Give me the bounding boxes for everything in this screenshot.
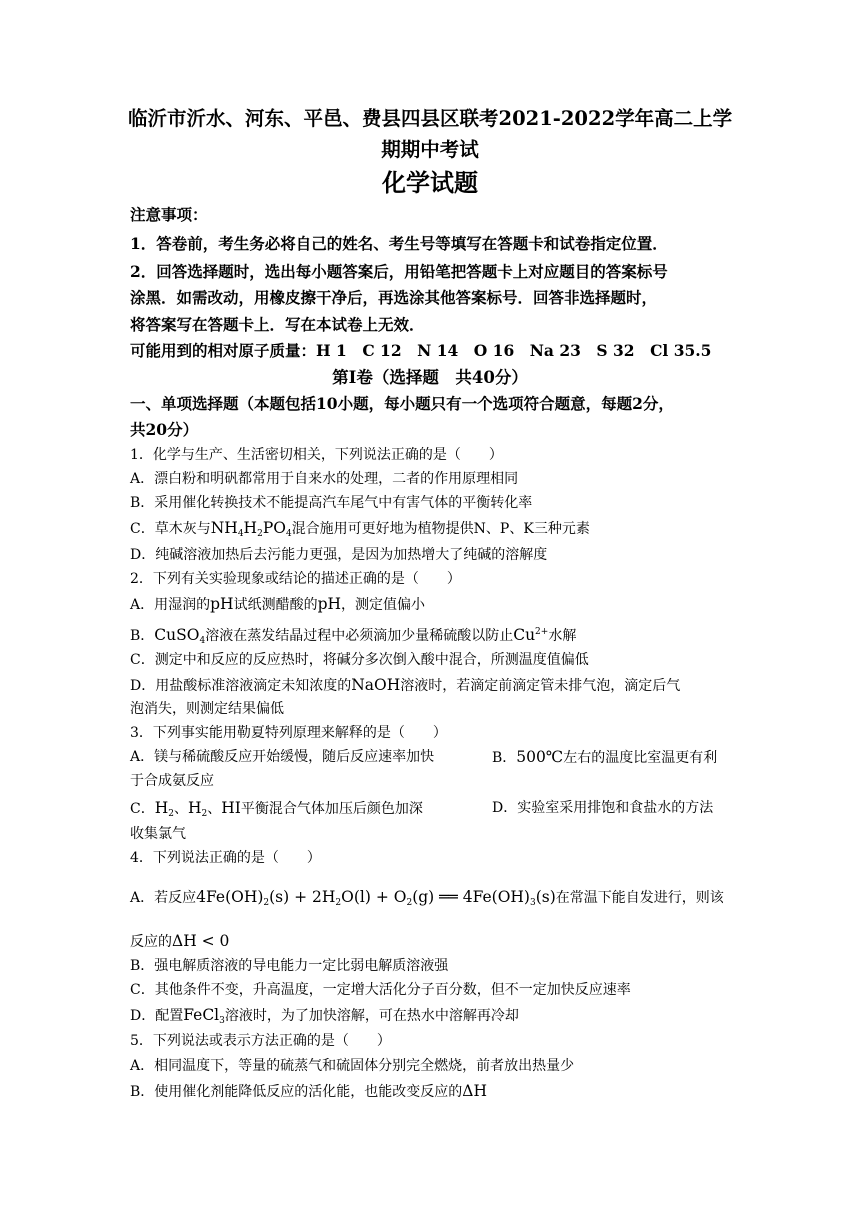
note-item-2-line3: 将答案写在答题卡上．写在本试卷上无效． — [130, 315, 425, 334]
note-item-1: 1．答卷前，考生务必将自己的姓名、考生号等填写在答题卡和试卷指定位置． — [130, 234, 668, 253]
q4-stem: 4．下列说法正确的是（ ） — [130, 850, 321, 866]
q3-option-d: D．实验室采用排饱和食盐水的方法 — [492, 800, 714, 816]
q5-option-a: A．相同温度下，等量的硫蒸气和硫固体分别完全燃烧，前者放出热量少 — [130, 1058, 575, 1074]
q4-option-a-line2: 反应的ΔH < 0 — [130, 932, 230, 950]
q1-option-a: A．漂白粉和明矾都常用于自来水的处理，二者的作用原理相同 — [130, 471, 519, 487]
q1-formula: $NH_4H_2PO_4$ — [210, 519, 292, 539]
q4-option-b: B．强电解质溶液的导电能力一定比弱电解质溶液强 — [130, 958, 449, 974]
exam-title-line2: 期期中考试 — [381, 138, 479, 161]
exam-title-line1: 临沂市沂水、河东、平邑、费县四县区联考2021-2022学年高二上学 — [128, 107, 733, 130]
q2-option-b: B．CuSO$_4$溶液在蒸发结晶过程中必须滴加少量稀硫酸以防止$Cu^{2+}$水解 — [130, 626, 577, 646]
q5-option-b: B．使用催化剂能降低反应的活化能，也能改变反应的ΔH — [130, 1082, 488, 1100]
q2-option-a: A．用湿润的pH试纸测醋酸的pH，测定值偏小 — [130, 595, 426, 613]
q4-option-a: A．若反应$4Fe(OH)_2(s) + 2H_2O(l) + O_2(g)$ ══ $4Fe(OH)_3(s)$在常温下能自发进行，则该 — [130, 888, 724, 908]
q3-option-a: A．镁与稀硫酸反应开始缓慢，随后反应速率加快 — [130, 749, 435, 765]
q2-option-c: C．测定中和反应的反应热时，将碱分多次倒入酸中混合，所测温度值偏低 — [130, 652, 589, 668]
q3-option-cd-line2: 收集氯气 — [130, 826, 186, 842]
q3-option-b: B．500℃左右的温度比室温更有利 — [492, 748, 718, 766]
q3-option-c: C．$H_2$、$H_2$、HI平衡混合气体加压后颜色加深 — [130, 799, 423, 819]
q2-option-d-line2: 泡消失，则测定结果偏低 — [130, 701, 284, 717]
q5-stem: 5．下列说法或表示方法正确的是（ ） — [130, 1033, 391, 1049]
q4-option-c: C．其他条件不变，升高温度，一定增大活化分子百分数，但不一定加快反应速率 — [130, 982, 631, 998]
part-title: 第Ⅰ卷（选择题 共40分） — [332, 368, 528, 387]
q1-option-c: C．草木灰与$NH_4H_2PO_4$混合施用可更好地为植物提供N、P、K三种元素 — [130, 519, 590, 539]
note-item-2-line2: 涂黑．如需改动，用橡皮擦干净后，再选涂其他答案标号．回答非选择题时， — [130, 288, 658, 307]
q2-option-d: D．用盐酸标准溶液滴定未知浓度的NaOH溶液时，若滴定前滴定管未排气泡，滴定后气 — [130, 676, 681, 694]
q3-option-ab-line2: 于合成氨反应 — [130, 773, 214, 789]
q2-formula: CuSO$_4$ — [154, 626, 206, 646]
q4-option-d: D．配置FeCl$_3$溶液时，为了加快溶解，可在热水中溶解再冷却 — [130, 1006, 519, 1026]
q2-stem: 2．下列有关实验现象或结论的描述正确的是（ ） — [130, 571, 461, 587]
section-heading-line2: 共20分） — [130, 420, 199, 439]
subject-title: 化学试题 — [382, 168, 478, 197]
notes-heading: 注意事项： — [130, 205, 208, 224]
section-heading-line1: 一、单项选择题（本题包括10小题，每小题只有一个选项符合题意，每题2分， — [130, 394, 674, 413]
note-item-2-line1: 2．回答选择题时，选出每小题答案后，用铅笔把答题卡上对应题目的答案标号 — [130, 262, 668, 281]
q1-option-b: B．采用催化转换技术不能提高汽车尾气中有害气体的平衡转化率 — [130, 495, 533, 511]
q1-stem: 1．化学与生产、生活密切相关，下列说法正确的是（ ） — [130, 447, 503, 463]
q4-equation: $4Fe(OH)_2(s) + 2H_2O(l) + O_2(g)$ ══ $4Fe(OH)_3(s)$ — [196, 888, 556, 908]
q1-option-d: D．纯碱溶液加热后去污能力更强，是因为加热增大了纯碱的溶解度 — [130, 547, 548, 563]
q2-ion: $Cu^{2+}$ — [513, 626, 549, 644]
q3-stem: 3．下列事实能用勒夏特列原理来解释的是（ ） — [130, 725, 447, 741]
atomic-masses: 可能用到的相对原子质量：H 1 C 12 N 14 O 16 Na 23 S 32 Cl 35.5 — [130, 341, 712, 360]
